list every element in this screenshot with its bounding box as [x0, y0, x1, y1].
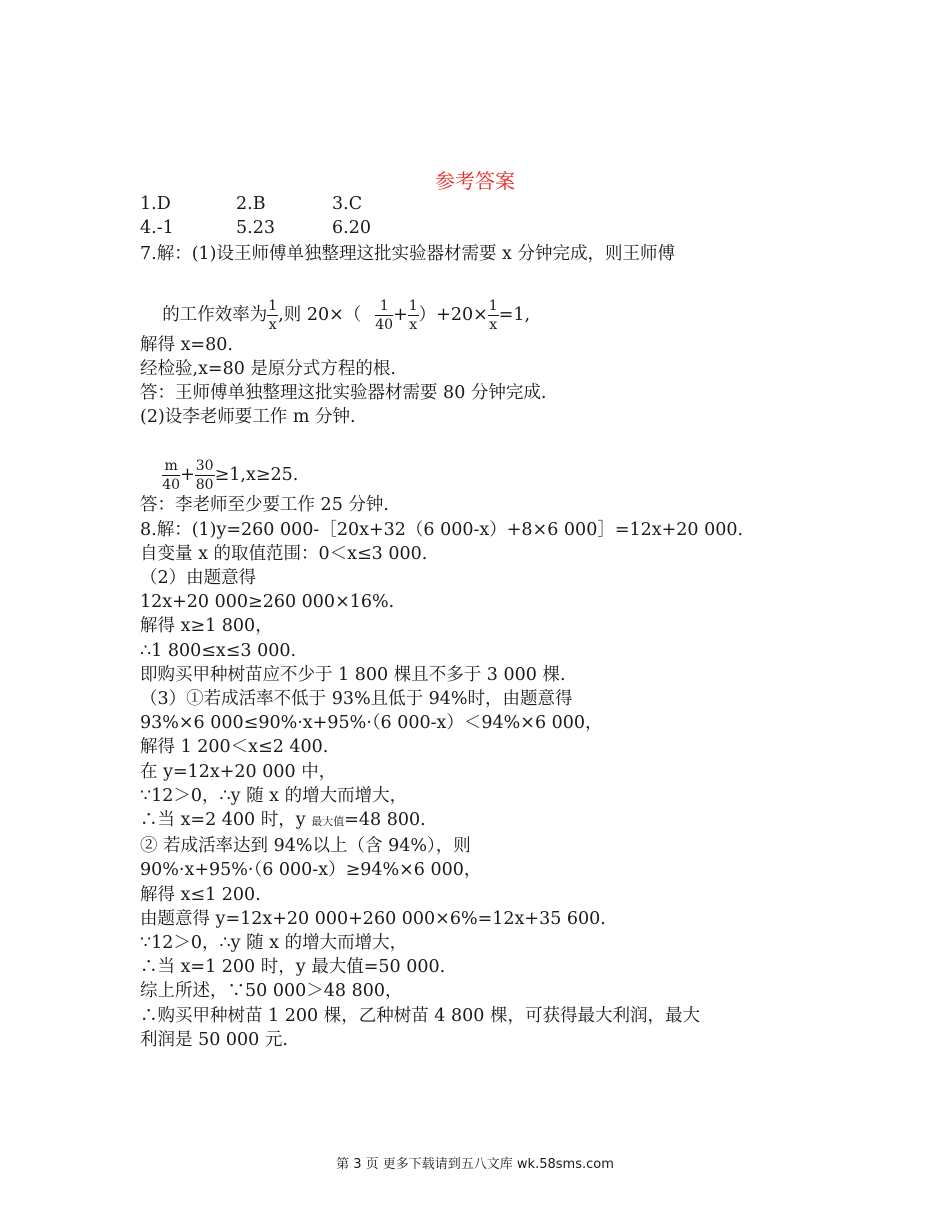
answer-6: 6.20: [332, 218, 371, 239]
fraction-numerator: m: [162, 457, 180, 476]
q7-inequality-rest: ≥1,x≥25.: [214, 465, 299, 486]
q7-text-a: 的工作效率为: [162, 304, 268, 325]
fraction-denominator: 40: [162, 477, 181, 494]
q8-line-21: ∴购买甲种树苗 1 200 棵，乙种树苗 4 800 棵，可获得最大利润，最大: [140, 1005, 700, 1026]
fraction-numerator: 1: [375, 297, 393, 316]
q8-line-10: 解得 1 200＜x≤2 400.: [140, 737, 329, 758]
fraction-numerator: 1: [488, 297, 498, 314]
q7-equation-line: [140, 277, 820, 333]
q8-line-13-b: =48 800.: [344, 810, 426, 831]
q8-line-12: ∵12＞0，∴y 随 x 的增大而增大，: [140, 785, 408, 806]
q8-line-13-a: ∴当 x=2 400 时，y: [140, 810, 312, 831]
answer-3: 3.C: [332, 194, 363, 214]
answer-4: 4.-1: [140, 218, 174, 239]
fraction-1-over-40: [375, 297, 393, 334]
q8-line-6: ∴1 800≤x≤3 000.: [140, 640, 297, 661]
answers-row-2: [140, 216, 820, 240]
fraction-denominator: x: [409, 316, 418, 333]
answers-row-1: [140, 192, 820, 216]
fraction-numerator: 1: [268, 297, 278, 314]
q8-line-18: ∵12＞0，∴y 随 x 的增大而增大，: [140, 933, 408, 954]
fraction-1-over-x: [488, 297, 499, 334]
fraction-denominator: x: [268, 316, 277, 333]
q8-line-17: 由题意得 y=12x+20 000+260 000×6%=12x+35 600.: [140, 908, 606, 929]
fraction-numerator: 1: [408, 297, 418, 314]
q8-line-16: 解得 x≤1 200.: [140, 884, 261, 905]
q8-line-4: 12x+20 000≥260 000×16%.: [140, 592, 395, 613]
q8-line-5: 解得 x≥1 800，: [140, 616, 273, 637]
fraction-denominator: 40: [375, 316, 394, 333]
q7-line-1: 7.解：(1)设王师傅单独整理这批实验器材需要 x 分钟完成，则王师傅: [140, 244, 675, 265]
page-footer: 第 3 页 更多下载请到五八文库 wk.58sms.com: [336, 1157, 614, 1172]
answer-1: 1.D: [140, 194, 171, 214]
q8-line-3: （2）由题意得: [140, 568, 257, 589]
fraction-30-over-80: [195, 457, 215, 494]
q8-line-20: 综上所述，∵50 000＞48 800，: [140, 981, 403, 1002]
fraction-numerator: 30: [195, 458, 214, 475]
q7-line-3: 解得 x=80.: [140, 334, 233, 355]
q7-line-5: 答：王师傅单独整理这批实验器材需要 80 分钟完成.: [140, 383, 547, 404]
fraction-denominator: 80: [195, 477, 214, 494]
q8-line-13: [140, 808, 820, 834]
q8-line-14: ② 若成活率达到 94%以上（含 94%），则: [140, 836, 471, 857]
answer-2: 2.B: [236, 194, 266, 214]
answer-5: 5.23: [236, 218, 275, 239]
q7-inequality-plus: +: [180, 465, 195, 486]
subscript-max-value: 最大值: [311, 815, 345, 829]
answer-content: [140, 192, 820, 1052]
q8-line-2: 自变量 x 的取值范围：0＜x≤3 000.: [140, 543, 428, 564]
q7-line-4: 经检验,x=80 是原分式方程的根.: [140, 358, 396, 379]
fraction-1-over-x: [267, 297, 278, 334]
fraction-m-over-40: [162, 457, 180, 494]
q8-line-22: 利润是 50 000 元.: [140, 1029, 288, 1050]
q7-plus: +: [393, 304, 408, 325]
q7-line-6: (2)设李老师要工作 m 分钟.: [140, 407, 356, 428]
q7-line-8: 答：李老师至少要工作 25 分钟.: [140, 495, 389, 516]
q7-text-b: ,则 20×（: [278, 304, 362, 325]
q8-line-7: 即购买甲种树苗应不少于 1 800 棵且不多于 3 000 棵.: [140, 664, 566, 685]
q7-inequality-line: [140, 437, 820, 494]
fraction-1-over-x: [408, 297, 419, 334]
q8-line-9: 93%×6 000≤90%·x+95%·（6 000-x）＜94%×6 000，: [140, 713, 603, 734]
q7-text-c: ）+20×: [418, 304, 488, 325]
fraction-denominator: x: [489, 316, 498, 333]
q8-line-11: 在 y=12x+20 000 中，: [140, 761, 337, 782]
q7-text-d: =1,: [498, 304, 531, 325]
q8-line-8: （3）①若成活率不低于 93%且低于 94%时，由题意得: [140, 689, 573, 710]
page-title: 参考答案: [435, 169, 515, 193]
q8-line-15: 90%·x+95%·（6 000-x）≥94%×6 000，: [140, 860, 482, 881]
q8-line-1: 8.解：(1)y=260 000-［20x+32（6 000-x）+8×6 000］=12x+20 000.: [140, 519, 744, 540]
q8-line-19: ∴当 x=1 200 时，y 最大值=50 000.: [140, 957, 446, 978]
